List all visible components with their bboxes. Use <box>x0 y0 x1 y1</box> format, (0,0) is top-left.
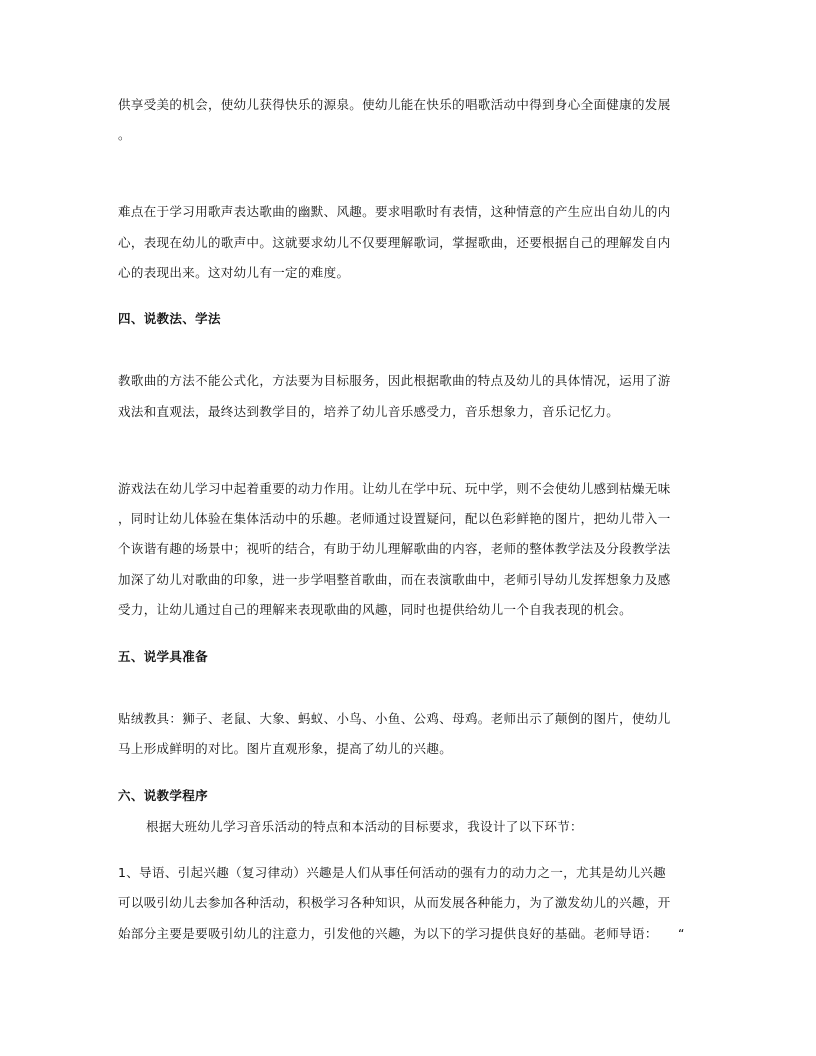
paragraph-line: 可以吸引幼儿去参加各种活动，积极学习各种知识，从而发展各种能力，为了激发幼儿的兴趣，开 <box>118 895 671 910</box>
open-quote: “ <box>678 926 685 941</box>
paragraph-line: 教歌曲的方法不能公式化，方法要为目标服务，因此根据歌曲的特点及幼儿的具体情况，运用了游 <box>118 373 671 388</box>
section-heading-5: 五、说学具准备 <box>118 649 208 664</box>
paragraph-line: 心的表现出来。这对幼儿有一定的难度。 <box>118 265 350 280</box>
paragraph-line: ，同时让幼儿体验在集体活动中的乐趣。老师通过设置疑问，配以色彩鲜艳的图片，把幼儿带入一 <box>118 511 671 526</box>
section-heading-4: 四、说教法、学法 <box>118 311 221 326</box>
paragraph-line: 难点在于学习用歌声表达歌曲的幽默、风趣。要求唱歌时有表情，这种情意的产生应出自幼儿的内 <box>118 204 671 219</box>
paragraph-line: 供享受美的机会，使幼儿获得快乐的源泉。使幼儿能在快乐的唱歌活动中得到身心全面健康的发展 <box>118 97 671 112</box>
paragraph-line: 1、导语、引起兴趣（复习律动）兴趣是人们从事任何活动的强有力的动力之一，尤其是幼儿兴趣 <box>118 865 667 880</box>
paragraph-line: 受力，让幼儿通过自己的理解来表现歌曲的风趣，同时也提供给幼儿一个自我表现的机会。 <box>118 602 633 617</box>
paragraph-line: 心，表现在幼儿的歌声中。这就要求幼儿不仅要理解歌词，掌握歌曲，还要根据自己的理解发自内 <box>118 235 671 250</box>
paragraph-line: 始部分主要是要吸引幼儿的注意力，引发他的兴趣，为以下的学习提供良好的基础。老师导语： <box>118 926 658 941</box>
paragraph-line: 个诙谐有趣的场景中；视听的结合，有助于幼儿理解歌曲的内容，老师的整体教学法及分段教学法 <box>118 541 671 556</box>
paragraph-line: 游戏法在幼儿学习中起着重要的动力作用。让幼儿在学中玩、玩中学，则不会使幼儿感到枯燥无味 <box>118 481 671 496</box>
paragraph-line: 贴绒教具：狮子、老鼠、大象、蚂蚁、小鸟、小鱼、公鸡、母鸡。老师出示了颠倒的图片，使幼儿 <box>118 711 671 726</box>
paragraph-line: 根据大班幼儿学习音乐活动的特点和本活动的目标要求，我设计了以下环节： <box>146 819 583 834</box>
section-heading-6: 六、说教学程序 <box>118 788 208 803</box>
paragraph-line: 。 <box>118 127 131 142</box>
paragraph-line: 马上形成鲜明的对比。图片直观形象，提高了幼儿的兴趣。 <box>118 741 453 756</box>
paragraph-line: 戏法和直观法，最终达到教学目的，培养了幼儿音乐感受力，音乐想象力，音乐记忆力。 <box>118 404 620 419</box>
paragraph-line: 加深了幼儿对歌曲的印象，进一步学唱整首歌曲，而在表演歌曲中，老师引导幼儿发挥想象力及感 <box>118 572 671 587</box>
